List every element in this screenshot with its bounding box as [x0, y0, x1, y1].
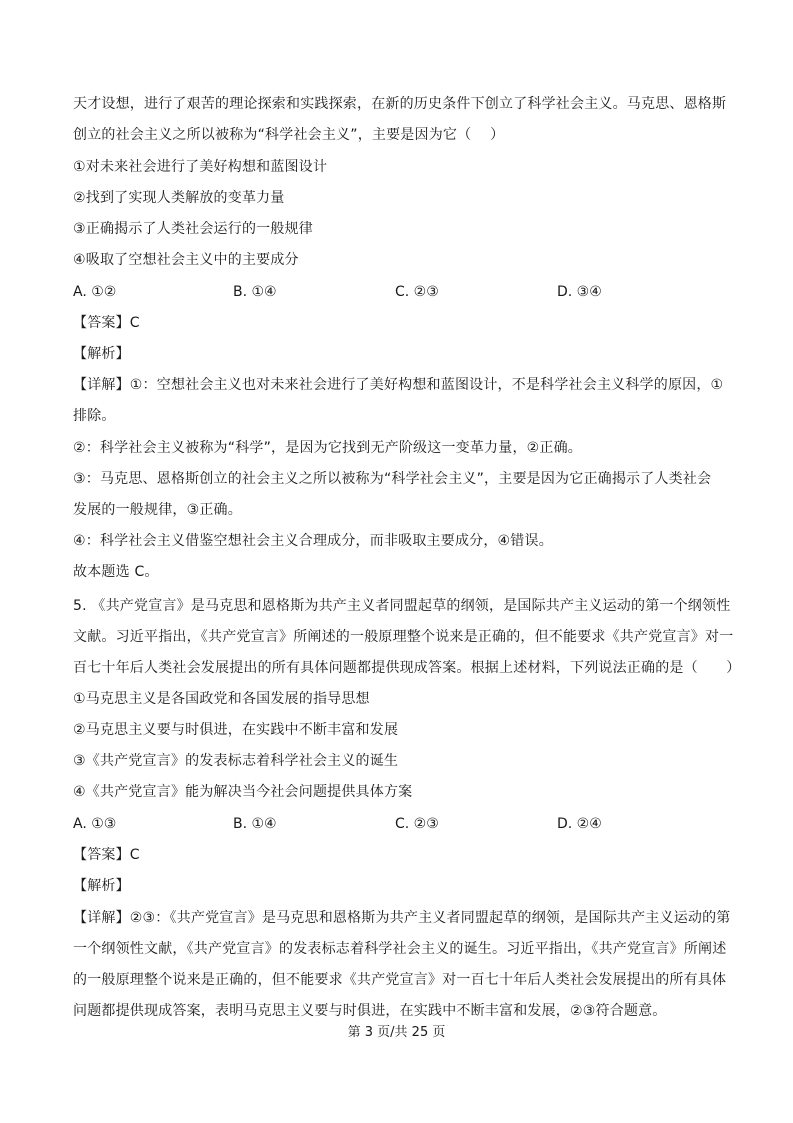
statement-2: ②马克思主义要与时俱进，在实践中不断丰富和发展: [73, 722, 399, 738]
detail-line-2: 一个纲领性文献，《共产党宣言》的发表标志着科学社会主义的诞生。习近平指出，《共产党宣言》所阐述: [73, 941, 727, 957]
options-row: [73, 283, 723, 301]
statement-3: ③正确揭示了人类社会运行的一般规律: [73, 221, 313, 237]
option-a: A. ①②: [73, 284, 117, 300]
detail-line-5: 发展的一般规律，③正确。: [73, 502, 242, 518]
detail-line-1: 【详解】②③：《共产党宣言》是马克思和恩格斯为共产主义者同盟起草的纲领，是国际共产主义运动的第: [73, 910, 731, 926]
option-c: C. ②③: [395, 816, 439, 832]
option-d: D. ③④: [557, 284, 602, 300]
statement-1: ①马克思主义是各国政党和各国发展的指导思想: [73, 691, 370, 707]
option-c: C. ②③: [395, 284, 439, 300]
question-5-line-2: 文献。习近平指出，《共产党宣言》所阐述的一般原理整个说来是正确的，但不能要求《共产党宣言》对一: [73, 629, 734, 645]
analysis-label: 【解析】: [73, 346, 130, 362]
answer-label: 【答案】C: [73, 315, 140, 331]
option-d: D. ②④: [557, 816, 602, 832]
page-number-footer: 第 3 页/共 25 页: [347, 1025, 446, 1040]
statement-2: ②找到了实现人类解放的变革力量: [73, 190, 285, 206]
detail-line-2: 排除。: [73, 408, 116, 424]
detail-line-3: ②：科学社会主义被称为“科学”，是因为它找到无产阶级这一变革力量，②正确。: [73, 440, 583, 456]
option-b: B. ①④: [233, 284, 277, 300]
statement-1: ①对未来社会进行了美好构想和蓝图设计: [73, 159, 328, 175]
detail-line-4: ③：马克思、恩格斯创立的社会主义之所以被称为“科学社会主义”，主要是因为它正确揭示了人类社会: [73, 471, 712, 487]
detail-line-3: 的一般原理整个说来是正确的，但不能要求《共产党宣言》对一百七十年后人类社会发展提出的所有具体: [73, 972, 727, 988]
statement-4: ④《共产党宣言》能为解决当今社会问题提供具体方案: [73, 784, 413, 800]
statement-3: ③《共产党宣言》的发表标志着科学社会主义的诞生: [73, 753, 399, 769]
option-a: A. ①③: [73, 816, 117, 832]
question-intro-line-2: 创立的社会主义之所以被称为“科学社会主义”，主要是因为它（ ）: [73, 127, 505, 143]
detail-line-1: 【详解】①：空想社会主义也对未来社会进行了美好构想和蓝图设计，不是科学社会主义科学的原因，①: [73, 377, 724, 393]
answer-label: 【答案】C: [73, 847, 140, 863]
detail-line-4: 问题都提供现成答案，表明马克思主义要与时俱进，在实践中不断丰富和发展，②③符合题意。: [73, 1003, 667, 1019]
options-row: [73, 815, 723, 833]
option-b: B. ①④: [233, 816, 277, 832]
question-5-line-1: 5. 《共产党宣言》是马克思和恩格斯为共产主义者同盟起草的纲领，是国际共产主义运动的第一个纲领性: [73, 598, 731, 614]
question-5-line-3: 百七十年后人类社会发展提出的所有具体问题都提供现成答案。根据上述材料，下列说法正确的是（ ）: [73, 660, 741, 676]
question-intro-line-1: 天才设想，进行了艰苦的理论探索和实践探索，在新的历史条件下创立了科学社会主义。马克思、恩格斯: [73, 96, 727, 112]
analysis-label: 【解析】: [73, 878, 130, 894]
detail-line-6: ④：科学社会主义借鉴空想社会主义合理成分，而非吸取主要成分，④错误。: [73, 533, 553, 549]
detail-line-7: 故本题选 C。: [73, 564, 159, 580]
statement-4: ④吸取了空想社会主义中的主要成分: [73, 252, 299, 268]
